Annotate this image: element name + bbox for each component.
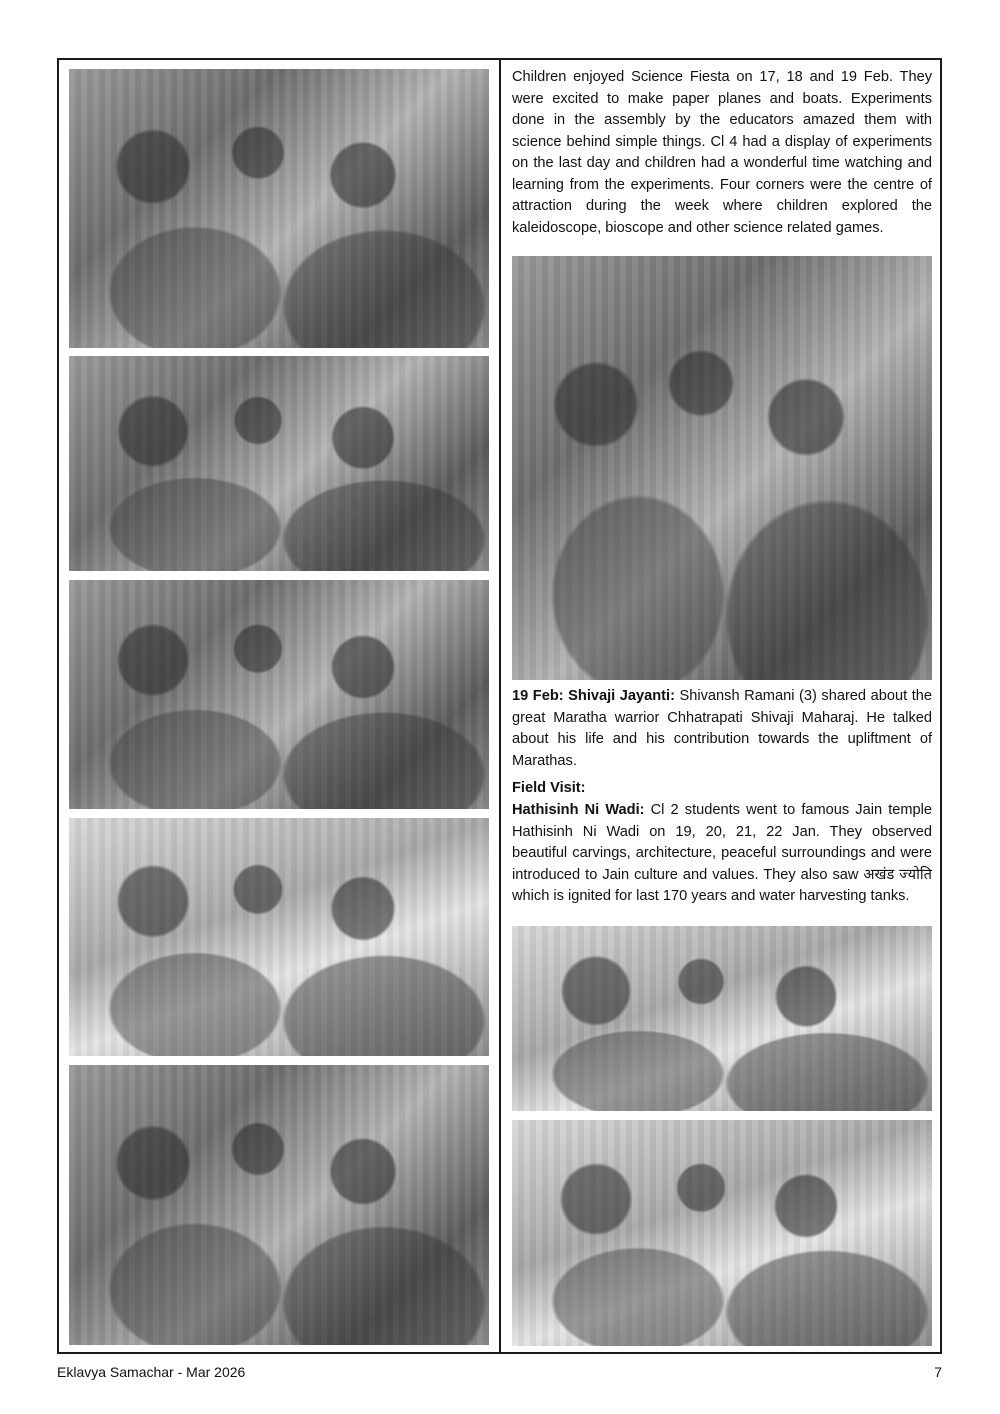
footer-page-number: 7	[934, 1364, 942, 1380]
field-visit-paragraph	[512, 800, 932, 908]
shivaji-heading: 19 Feb: Shivaji Jayanti:	[512, 688, 675, 704]
photo-science-fiesta-1	[69, 69, 489, 348]
shivaji-paragraph	[512, 686, 932, 772]
photo-shivaji-jayanti	[512, 256, 932, 680]
photo-temple-visit-2	[512, 1120, 932, 1346]
photo-temple-visit-1	[512, 926, 932, 1111]
column-divider	[499, 58, 501, 1354]
footer-publication: Eklavya Samachar - Mar 2026	[57, 1364, 246, 1380]
photo-science-fiesta-3	[69, 580, 489, 809]
field-visit-body: Cl 2 students went to famous Jain temple Hathisinh Ni Wadi on 19, 20, 21, 22 Jan. They observed beautiful carvings, architecture, peaceful surroundings and were introduced to Jain culture and values. They also saw अखंड ज्योति which is ignited for last 170 years and water harvesting tanks.	[512, 802, 932, 904]
shivaji-body: Shivansh Ramani (3) shared about the great Maratha warrior Chhatrapati Shivaji Maharaj. He talked about his life and his contribution towards the upliftment of Marathas.	[512, 688, 932, 769]
photo-science-fiesta-5	[69, 1065, 489, 1345]
intro-paragraph: Children enjoyed Science Fiesta on 17, 18 and 19 Feb. They were excited to make paper planes and boats. Experiments done in the assembly by the educators amazed them with science behind simple things. Cl 4 had a display of experiments on the last day and children had a wonderful time watching and learning from the experiments. Four corners were the centre of attraction during the week where children explored the kaleidoscope, bioscope and other science related games.	[512, 69, 932, 236]
field-visit-subheading: Hathisinh Ni Wadi:	[512, 802, 645, 818]
photo-science-fiesta-4	[69, 818, 489, 1056]
photo-science-fiesta-2	[69, 356, 489, 571]
field-visit-heading: Field Visit:	[512, 780, 586, 796]
